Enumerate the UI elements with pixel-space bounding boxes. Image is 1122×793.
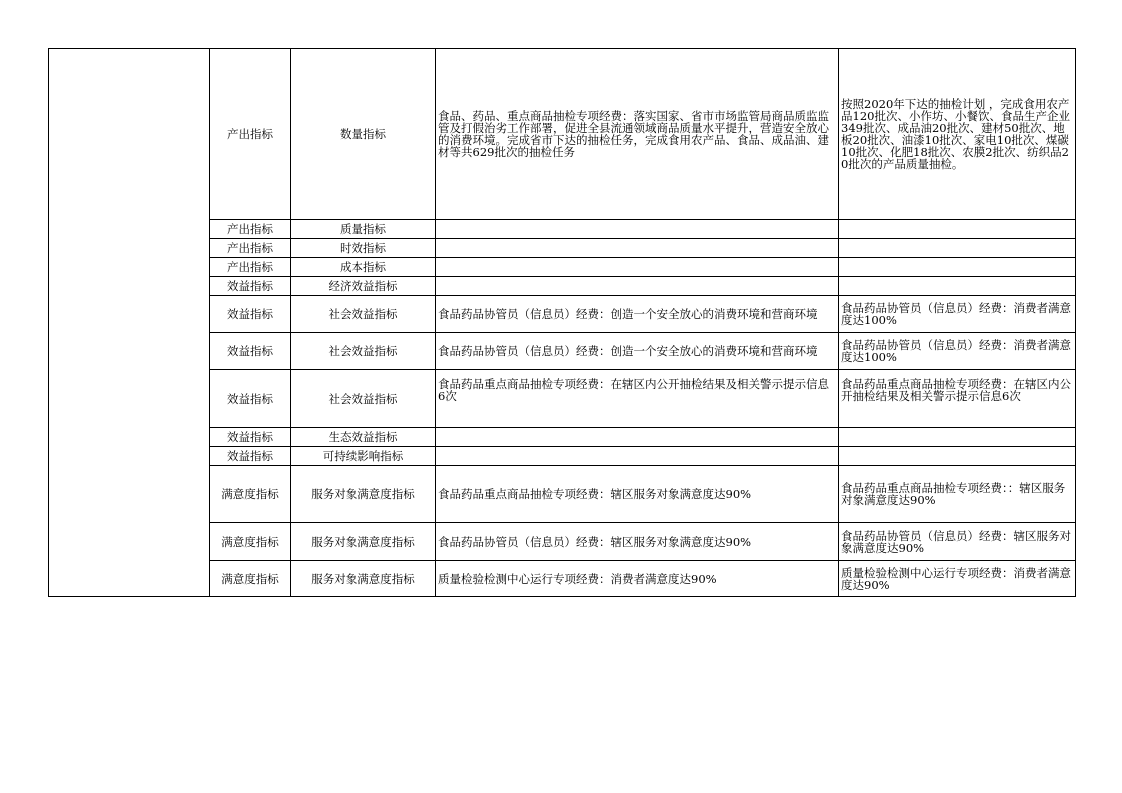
merged-blank-cell [49,49,210,597]
level1-indicator-cell: 效益指标 [210,370,291,428]
indicator-target-cell [839,239,1076,258]
indicator-content-cell [436,277,839,296]
level2-indicator-cell: 数量指标 [291,49,436,220]
level1-indicator-cell: 效益指标 [210,447,291,466]
indicator-target-cell [839,428,1076,447]
level1-indicator-cell: 满意度指标 [210,561,291,597]
indicator-content-cell: 食品药品协管员（信息员）经费：创造一个安全放心的消费环境和营商环境 [436,296,839,333]
level1-indicator-cell: 产出指标 [210,239,291,258]
indicator-target-cell [839,447,1076,466]
level2-indicator-cell: 时效指标 [291,239,436,258]
indicator-content-cell: 食品药品协管员（信息员）经费：辖区服务对象满意度达90% [436,523,839,561]
level2-indicator-cell: 社会效益指标 [291,296,436,333]
level2-indicator-cell: 社会效益指标 [291,370,436,428]
level1-indicator-cell: 产出指标 [210,258,291,277]
indicator-content-cell [436,220,839,239]
level2-indicator-cell: 可持续影响指标 [291,447,436,466]
level1-indicator-cell: 效益指标 [210,428,291,447]
indicator-content-cell [436,447,839,466]
level2-indicator-cell: 质量指标 [291,220,436,239]
indicator-target-cell [839,277,1076,296]
indicator-target-cell: 食品药品重点商品抽检专项经费：：辖区服务对象满意度达90% [839,466,1076,523]
indicator-content-cell [436,239,839,258]
level1-indicator-cell: 效益指标 [210,333,291,370]
level1-indicator-cell: 产出指标 [210,49,291,220]
indicator-target-cell [839,258,1076,277]
level1-indicator-cell: 产出指标 [210,220,291,239]
level2-indicator-cell: 服务对象满意度指标 [291,466,436,523]
level1-indicator-cell: 效益指标 [210,296,291,333]
level2-indicator-cell: 社会效益指标 [291,333,436,370]
indicator-target-cell [839,220,1076,239]
table-row [49,49,1076,220]
performance-indicator-table [48,48,1076,597]
level2-indicator-cell: 生态效益指标 [291,428,436,447]
indicator-target-cell: 食品药品协管员（信息员）经费：辖区服务对象满意度达90% [839,523,1076,561]
indicator-target-cell: 质量检验检测中心运行专项经费：消费者满意度达90% [839,561,1076,597]
indicator-target-cell: 按照2020年下达的抽检计划 ，完成食用农产品120批次、小作坊、小餐饮、食品生产企业349批次、成品油20批次、建材50批次、地板20批次、油漆10批次、家电10批次、煤碳10批次、化肥18批次、农膜2批次、纺织品20批次的产品质量抽检。 [839,49,1076,220]
level2-indicator-cell: 成本指标 [291,258,436,277]
indicator-content-cell: 食品药品协管员（信息员）经费：创造一个安全放心的消费环境和营商环境 [436,333,839,370]
level1-indicator-cell: 满意度指标 [210,466,291,523]
indicator-content-cell: 食品药品重点商品抽检专项经费：在辖区内公开抽检结果及相关警示提示信息6次 [436,370,839,428]
indicator-content-cell [436,428,839,447]
level2-indicator-cell: 经济效益指标 [291,277,436,296]
level2-indicator-cell: 服务对象满意度指标 [291,523,436,561]
indicator-content-cell: 质量检验检测中心运行专项经费：消费者满意度达90% [436,561,839,597]
indicator-content-cell: 食品、药品、重点商品抽检专项经费：落实国家、省市市场监管局商品质监监管及打假治劣工作部署，促进全县流通领域商品质量水平提升，营造安全放心的消费环境。完成省市下达的抽检任务，完成食用农产品、食品、成品油、建材等共629批次的抽检任务 [436,49,839,220]
indicator-target-cell: 食品药品重点商品抽检专项经费：在辖区内公开抽检结果及相关警示提示信息6次 [839,370,1076,428]
indicator-content-cell: 食品药品重点商品抽检专项经费：辖区服务对象满意度达90% [436,466,839,523]
indicator-content-cell [436,258,839,277]
level1-indicator-cell: 效益指标 [210,277,291,296]
indicator-target-cell: 食品药品协管员（信息员）经费：消费者满意度达100% [839,333,1076,370]
level1-indicator-cell: 满意度指标 [210,523,291,561]
level2-indicator-cell: 服务对象满意度指标 [291,561,436,597]
indicator-target-cell: 食品药品协管员（信息员）经费：消费者满意度达100% [839,296,1076,333]
